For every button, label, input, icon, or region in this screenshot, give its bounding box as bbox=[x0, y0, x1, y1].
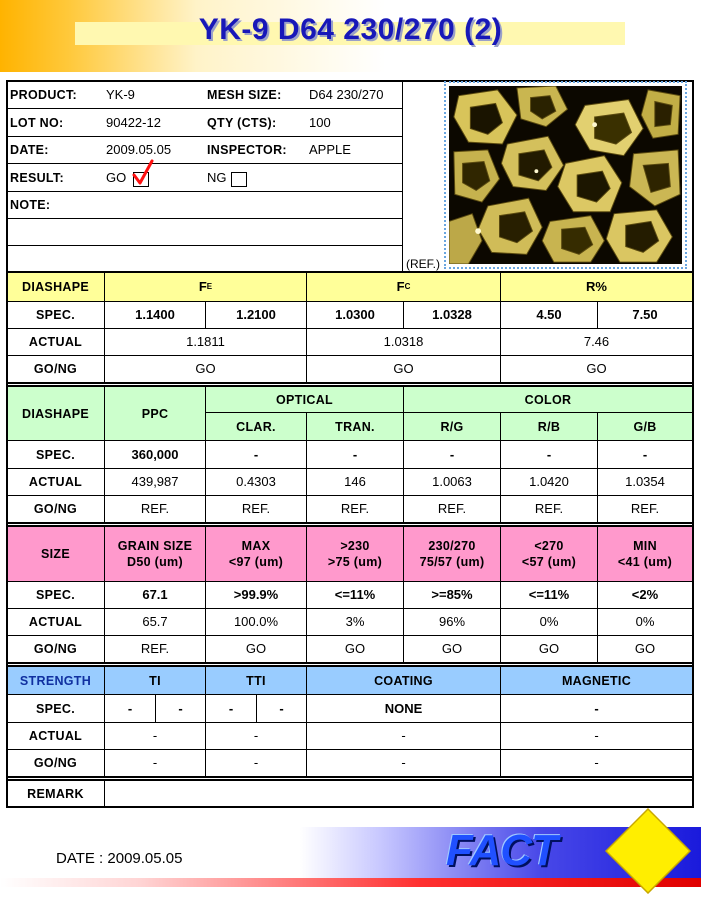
optical-header: OPTICAL bbox=[276, 392, 333, 407]
page-title: YK-9 D64 230/270 (2) bbox=[198, 13, 503, 46]
strength-spec-cell: NONE bbox=[384, 700, 423, 716]
230-270-header: 230/270 75/57 (um) bbox=[419, 539, 485, 569]
size-gong-cell: GO bbox=[245, 641, 267, 656]
date-label: DATE: bbox=[10, 143, 49, 157]
over-230-header: >230 >75 (um) bbox=[327, 539, 383, 569]
optical-actual-cell: 1.0063 bbox=[432, 474, 472, 489]
strength-spec-cell: - bbox=[178, 700, 183, 716]
shape-actual-cell: 7.46 bbox=[583, 334, 610, 349]
color-header: COLOR bbox=[524, 392, 572, 407]
strength-actual-cell: - bbox=[253, 728, 259, 743]
lot-value: 90422-12 bbox=[106, 114, 161, 130]
clar-header: CLAR. bbox=[236, 419, 276, 434]
magnetic-header: MAGNETIC bbox=[561, 673, 632, 688]
strength-spec-cell: - bbox=[279, 700, 284, 716]
fact-logo: FACT bbox=[446, 826, 557, 875]
optical-actual-label: ACTUAL bbox=[28, 475, 83, 489]
strength-spec-label: SPEC. bbox=[35, 701, 75, 716]
optical-actual-cell: 0.4303 bbox=[236, 474, 276, 489]
size-spec-cell: >=85% bbox=[431, 587, 473, 602]
mesh-size-value: D64 230/270 bbox=[309, 87, 384, 102]
optical-spec-cell: - bbox=[253, 446, 259, 462]
size-gong-cell: GO bbox=[634, 641, 656, 656]
size-spec-label: SPEC. bbox=[35, 588, 75, 602]
size-actual-cell: 100.0% bbox=[233, 614, 279, 629]
size-gong-cell: GO bbox=[538, 641, 560, 656]
size-gong-cell: REF. bbox=[140, 641, 170, 656]
optical-diashape-header: DIASHAPE bbox=[22, 406, 89, 421]
size-actual-cell: 65.7 bbox=[142, 614, 168, 629]
optical-gong-cell: REF. bbox=[140, 501, 170, 516]
size-gong-cell: GO bbox=[441, 641, 463, 656]
size-spec-cell: <=11% bbox=[334, 587, 376, 602]
result-label: RESULT: bbox=[10, 170, 64, 185]
optical-spec-cell: - bbox=[546, 446, 552, 462]
ti-header: TI bbox=[149, 673, 161, 688]
size-actual-label: ACTUAL bbox=[28, 615, 83, 629]
optical-gong-cell: REF. bbox=[241, 501, 271, 516]
optical-gong-cell: REF. bbox=[437, 501, 467, 516]
optical-spec-cell: 360,000 bbox=[131, 446, 179, 462]
shape-gong-cell: GO bbox=[393, 361, 414, 376]
strength-gong-cell: - bbox=[401, 755, 406, 770]
inspector-label: INSPECTOR: bbox=[207, 143, 287, 157]
product-value: YK-9 bbox=[106, 87, 135, 102]
checkmark-icon bbox=[130, 158, 156, 188]
shape-spec-cell: 4.50 bbox=[536, 307, 562, 322]
title-banner bbox=[0, 0, 701, 72]
shape-spec-label: SPEC. bbox=[35, 308, 75, 322]
grain-size-header: GRAIN SIZE D50 (um) bbox=[117, 539, 193, 569]
coating-header: COATING bbox=[374, 673, 433, 688]
tran-header: TRAN. bbox=[335, 419, 375, 434]
r-percent-header: R% bbox=[586, 279, 607, 294]
size-actual-cell: 3% bbox=[345, 614, 365, 629]
strength-header: STRENGTH bbox=[19, 673, 92, 688]
size-actual-cell: 96% bbox=[438, 614, 466, 629]
strength-spec-cell: - bbox=[228, 700, 234, 716]
size-actual-cell: 0% bbox=[635, 614, 655, 629]
rg-header: R/G bbox=[440, 419, 464, 434]
fc-header: F C bbox=[396, 279, 411, 294]
footer-red-stripe bbox=[0, 878, 701, 887]
fe-header: F E bbox=[198, 279, 213, 294]
shape-gong-label: GO/NG bbox=[33, 362, 78, 376]
optical-gong-label: GO/NG bbox=[33, 502, 78, 516]
strength-actual-cell: - bbox=[401, 728, 406, 743]
shape-spec-cell: 1.1400 bbox=[135, 307, 175, 322]
optical-actual-cell: 439,987 bbox=[131, 474, 179, 489]
strength-spec-cell: - bbox=[127, 700, 133, 716]
qty-value: 100 bbox=[309, 114, 331, 130]
strength-actual-label: ACTUAL bbox=[28, 729, 83, 743]
strength-actual-cell: - bbox=[594, 728, 599, 743]
size-spec-cell: <=11% bbox=[528, 587, 570, 602]
shape-spec-cell: 1.2100 bbox=[236, 307, 276, 322]
shape-gong-cell: GO bbox=[586, 361, 607, 376]
shape-gong-cell: GO bbox=[195, 361, 216, 376]
size-actual-cell: 0% bbox=[539, 614, 559, 629]
optical-spec-cell: - bbox=[642, 446, 648, 462]
size-gong-label: GO/NG bbox=[33, 642, 78, 656]
ng-checkbox[interactable] bbox=[231, 172, 247, 187]
size-header: SIZE bbox=[41, 547, 70, 561]
strength-gong-cell: - bbox=[594, 755, 599, 770]
shape-actual-label: ACTUAL bbox=[28, 335, 83, 349]
shape-spec-cell: 1.0300 bbox=[335, 307, 375, 322]
remark-field[interactable] bbox=[105, 781, 692, 806]
rb-header: R/B bbox=[537, 419, 561, 434]
optical-gong-cell: REF. bbox=[534, 501, 564, 516]
note-label: NOTE: bbox=[10, 198, 51, 212]
max-header: MAX <97 (um) bbox=[228, 539, 284, 569]
optical-actual-cell: 146 bbox=[344, 474, 366, 489]
ppc-header: PPC bbox=[141, 406, 169, 421]
remark-label: REMARK bbox=[27, 786, 84, 801]
size-spec-cell: <2% bbox=[631, 587, 659, 602]
strength-gong-cell: - bbox=[152, 755, 158, 770]
strength-actual-cell: - bbox=[152, 728, 158, 743]
optical-actual-cell: 1.0354 bbox=[625, 474, 665, 489]
qty-label: QTY (CTS): bbox=[207, 115, 277, 130]
size-spec-cell: 67.1 bbox=[142, 587, 168, 602]
shape-actual-cell: 1.0318 bbox=[383, 334, 424, 349]
ng-option-label: NG bbox=[207, 169, 227, 185]
optical-gong-cell: REF. bbox=[340, 501, 370, 516]
lot-label: LOT NO: bbox=[10, 115, 64, 130]
strength-gong-cell: - bbox=[253, 755, 259, 770]
tti-header: TTI bbox=[246, 673, 266, 688]
gb-header: G/B bbox=[633, 419, 657, 434]
strength-gong-label: GO/NG bbox=[33, 756, 78, 770]
under-270-header: <270 <57 (um) bbox=[521, 539, 577, 569]
optical-gong-cell: REF. bbox=[630, 501, 660, 516]
diamond-sample-photo bbox=[444, 81, 687, 269]
size-gong-cell: GO bbox=[344, 641, 366, 656]
photo-caption: (REF.) bbox=[406, 257, 440, 271]
optical-spec-cell: - bbox=[352, 446, 358, 462]
footer-date: DATE : 2009.05.05 bbox=[56, 850, 183, 867]
shape-header: DIASHAPE bbox=[22, 280, 89, 294]
strength-spec-cell: - bbox=[594, 700, 599, 716]
product-label: PRODUCT: bbox=[10, 88, 77, 102]
go-option-label: GO bbox=[106, 169, 127, 185]
date-value: 2009.05.05 bbox=[106, 142, 172, 157]
mesh-size-label: MESH SIZE: bbox=[207, 88, 282, 102]
optical-spec-cell: - bbox=[449, 446, 455, 462]
min-header: MIN <41 (um) bbox=[617, 539, 673, 569]
shape-spec-cell: 7.50 bbox=[632, 307, 658, 322]
diamond-logo-icon bbox=[605, 808, 691, 894]
shape-actual-cell: 1.1811 bbox=[186, 334, 225, 349]
inspector-value: APPLE bbox=[309, 142, 351, 157]
optical-spec-label: SPEC. bbox=[35, 447, 75, 462]
shape-spec-cell: 1.0328 bbox=[432, 307, 472, 322]
size-spec-cell: >99.9% bbox=[233, 587, 279, 602]
optical-actual-cell: 1.0420 bbox=[529, 474, 569, 489]
